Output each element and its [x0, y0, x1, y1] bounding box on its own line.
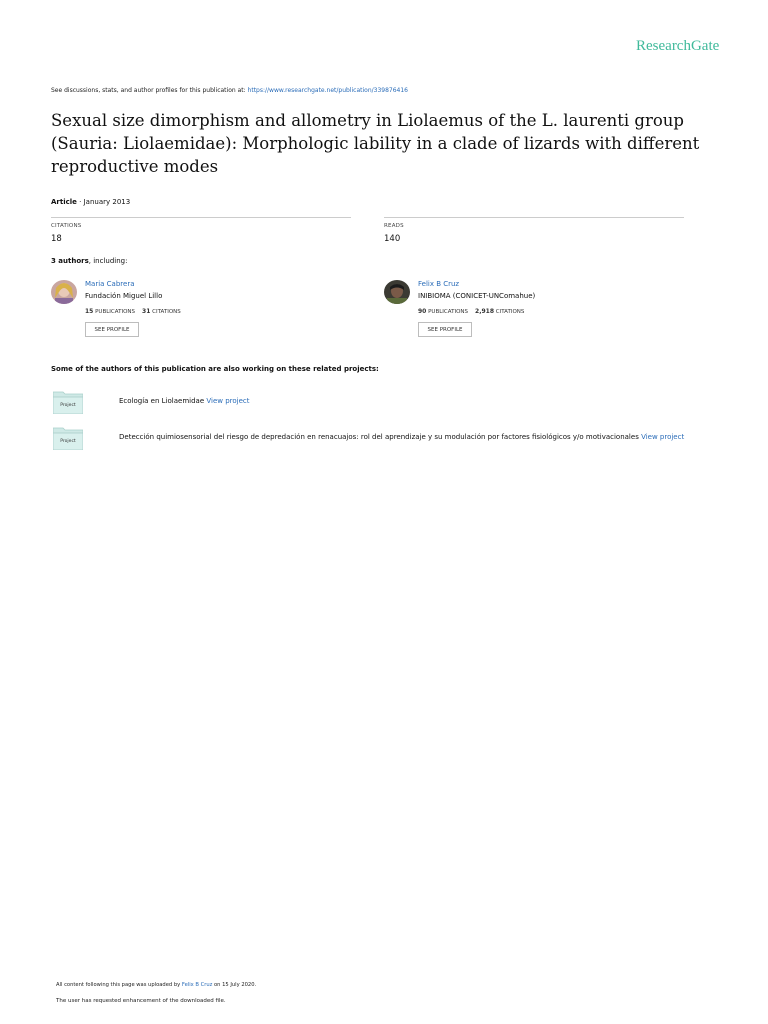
authors-count: 3 authors — [51, 257, 89, 265]
project-badge: Project — [60, 403, 76, 408]
upload-note-pre: All content following this page was uploaded by — [56, 982, 182, 988]
author-publications-label: PUBLICATIONS — [428, 309, 469, 315]
author-stats — [85, 308, 181, 315]
author-citations-count: 31 — [142, 308, 151, 315]
researchgate-logo[interactable]: ResearchGate — [636, 38, 720, 54]
author-affiliation: Fundación Miguel Lillo — [85, 292, 163, 300]
avatar[interactable] — [384, 280, 410, 304]
author-name-link[interactable]: Felix B Cruz — [418, 280, 460, 288]
related-projects-heading: Some of the authors of this publication are also working on these related projects: — [51, 365, 379, 373]
author-citations-count: 2,918 — [475, 308, 494, 315]
see-profile-button[interactable]: SEE PROFILE — [418, 322, 472, 337]
top-note-text: See discussions, stats, and author profiles for this publication at: — [51, 87, 248, 94]
authors-suffix: , including: — [88, 257, 128, 265]
reads-divider — [384, 217, 684, 218]
top-note — [51, 87, 408, 94]
project-title — [119, 433, 684, 441]
project-title-text: Detección quimiosensorial del riesgo de depredación en renacuajos: rol del aprendizaje y su modulación por factores fisiológicos y/o motivacionales — [119, 433, 642, 441]
project-folder-icon — [53, 426, 83, 450]
upload-note — [56, 982, 256, 988]
meta-separator: · — [76, 198, 84, 206]
author-stats — [418, 308, 524, 315]
enhancement-note: The user has requested enhancement of the downloaded file. — [56, 998, 226, 1004]
publication-meta — [51, 198, 130, 206]
publication-url-link[interactable]: https://www.researchgate.net/publication/339876416 — [247, 87, 408, 94]
avatar-photo-icon — [51, 280, 77, 304]
author-publications-count: 15 — [85, 308, 94, 315]
citations-value: 18 — [51, 234, 62, 244]
author-publications-count: 90 — [418, 308, 427, 315]
citations-divider — [51, 217, 351, 218]
uploader-link[interactable]: Felix B Cruz — [181, 982, 213, 988]
view-project-link[interactable]: View project — [641, 433, 685, 441]
avatar[interactable] — [51, 280, 77, 304]
upload-note-post: on 15 July 2020. — [212, 982, 257, 988]
author-citations-label: CITATIONS — [495, 309, 525, 315]
publication-type: Article — [51, 198, 77, 206]
project-folder-icon — [53, 390, 83, 414]
publication-title: Sexual size dimorphism and allometry in Liolaemus of the L. laurenti group (Sauria: Liolaemidae): Morphologic lability in a clade of lizards with different reproductive modes — [51, 111, 700, 176]
author-publications-label: PUBLICATIONS — [95, 309, 136, 315]
avatar-photo-icon — [384, 280, 410, 304]
reads-value: 140 — [384, 234, 401, 244]
author-name-link[interactable]: Maria Cabrera — [85, 280, 135, 288]
view-project-link[interactable]: View project — [206, 397, 250, 405]
author-citations-label: CITATIONS — [152, 309, 181, 315]
publication-date: January 2013 — [83, 198, 131, 206]
author-affiliation: INIBIOMA (CONICET-UNComahue) — [418, 292, 536, 300]
reads-label: READS — [384, 223, 404, 229]
see-profile-button[interactable]: SEE PROFILE — [85, 322, 139, 337]
project-badge: Project — [60, 439, 76, 444]
project-title-text: Ecología en Liolaemidae — [119, 397, 207, 405]
authors-heading — [51, 257, 127, 265]
project-title — [119, 397, 250, 405]
citations-label: CITATIONS — [51, 223, 82, 229]
